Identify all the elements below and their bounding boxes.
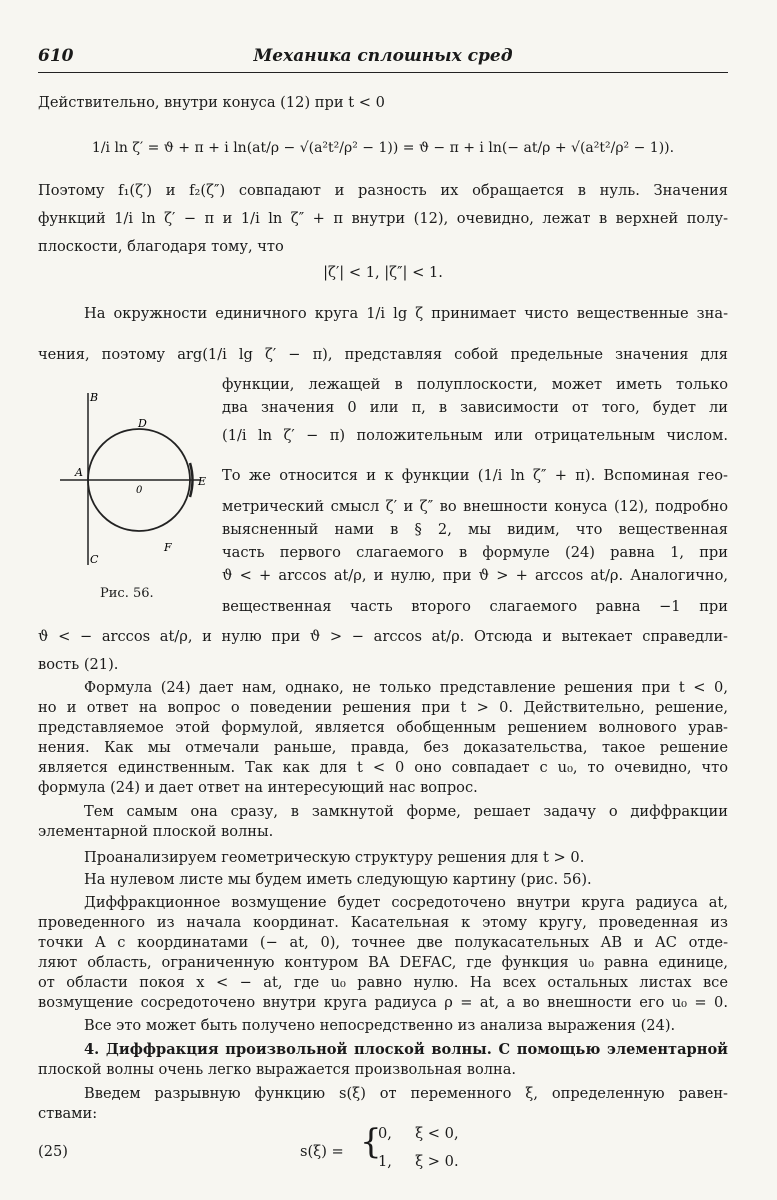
text-line: Диффракционное возмущение будет сосредоточено внутри круга радиуса at,	[84, 894, 728, 911]
running-header	[38, 46, 728, 73]
equation-number: (25)	[38, 1143, 68, 1160]
text-line: ϑ < + arccos at/ρ, и нулю, при ϑ > + arccos at/ρ. Аналогично,	[222, 567, 728, 584]
text-line: метрический смысл ζ′ и ζ″ во внешности конуса (12), подробно	[222, 498, 728, 515]
text-line: вещественная часть второго слагаемого равна −1 при	[222, 598, 728, 615]
text-line: проведенного из начала координат. Касательная к этому кругу, проведенная из	[38, 914, 728, 931]
text-line: нения. Как мы отмечали раньше, правда, без доказательства, такое решение	[38, 739, 728, 756]
text-line: функции, лежащей в полуплоскости, может иметь только	[222, 376, 728, 393]
text-line: является единственным. Так как для t < 0 оно совпадает с u₀, то очевидно, что	[38, 759, 728, 776]
text-line: Все это может быть получено непосредственно из анализа выражения (24).	[84, 1017, 676, 1034]
label-c: C	[90, 553, 99, 566]
text-line: часть первого слагаемого в формуле (24) равна 1, при	[222, 544, 728, 561]
equation: |ζ′| < 1, |ζ″| < 1.	[323, 264, 443, 281]
text-line: ϑ < − arccos at/ρ, и нулю при ϑ > − arccos at/ρ. Отсюда и вытекает справедли-	[38, 628, 728, 645]
label-origin: 0	[136, 485, 143, 496]
label-e: E	[198, 475, 207, 488]
label-d: D	[138, 417, 147, 430]
text-line: ляют область, ограниченную контуром BA DEFAC, где функция u₀ равна единице,	[38, 954, 728, 971]
label-a: A	[75, 466, 83, 479]
text-line: плоскости, благодаря тому, что	[38, 238, 284, 255]
text-line: чения, поэтому arg(1/i lg ζ′ − π), представляя собой предельные значения для	[38, 346, 728, 363]
text-line: Формула (24) дает нам, однако, не только представление решения при t < 0,	[84, 679, 728, 696]
text-line: Тем самым она сразу, в замкнутой форме, решает задачу о диффракции	[84, 803, 728, 820]
section-heading: 4. Диффракция произвольной плоской волны. С помощью элементарной	[84, 1041, 728, 1058]
equation-case-1: 0, ξ < 0,	[378, 1125, 459, 1142]
text-line: На окружности единичного круга 1/i lg ζ принимает чисто вещественные зна-	[84, 305, 728, 322]
text-line: Поэтому f₁(ζ′) и f₂(ζ″) совпадают и разность их обращается в нуль. Значения	[38, 182, 728, 199]
text-line: Действительно, внутри конуса (12) при t < 0	[38, 94, 385, 111]
text-line: два значения 0 или π, в зависимости от того, будет ли	[222, 399, 728, 416]
label-b: B	[90, 391, 99, 404]
text-line: точки A с координатами (− at, 0), точнее две полукасательных AB и AC отде-	[38, 934, 728, 951]
text-line: формула (24) и дает ответ на интересующий нас вопрос.	[38, 779, 478, 796]
text-line: но и ответ на вопрос о поведении решения при t > 0. Действительно, решение,	[38, 699, 728, 716]
text-line: То же относится и к функции (1/i ln ζ″ + π). Вспоминая гео-	[222, 467, 728, 484]
text-line: На нулевом листе мы будем иметь следующую картину (рис. 56).	[84, 871, 592, 888]
text-line: вость (21).	[38, 656, 119, 673]
text-line: представляемое этой формулой, является обобщенным решением волнового урав-	[38, 719, 728, 736]
text-line: функций 1/i ln ζ′ − π и 1/i ln ζ″ + π внутри (12), очевидно, лежат в верхней полу-	[38, 210, 728, 227]
equation: 1/i ln ζ′ = ϑ + π + i ln(at/ρ − √(a²t²/ρ² − 1)) = ϑ − π + i ln(− at/ρ + √(a²t²/ρ² − 1)).	[91, 140, 675, 156]
text-line: ствами:	[38, 1105, 98, 1122]
text-line: элементарной плоской волны.	[38, 823, 274, 840]
equation-lhs: s(ξ) =	[300, 1143, 344, 1160]
text-line: (1/i ln ζ′ − π) положительным или отрицательным числом.	[222, 427, 728, 444]
label-f: F	[164, 541, 172, 554]
text-line: выясненный нами в § 2, мы видим, что вещественная	[222, 521, 728, 538]
equation-case-2: 1, ξ > 0.	[378, 1153, 459, 1170]
brace: {	[360, 1122, 382, 1162]
page-number: 610	[38, 46, 74, 66]
text-line: Проанализируем геометрическую структуру решения для t > 0.	[84, 849, 585, 866]
figure-caption: Рис. 56.	[100, 586, 154, 601]
text-line: плоской волны очень легко выражается произвольная волна.	[38, 1061, 517, 1078]
text-line: от области покоя x < − at, где u₀ равно нулю. На всех остальных листах все	[38, 974, 728, 991]
text-line: возмущение сосредоточено внутри круга радиуса ρ = at, а во внешности его u₀ = 0.	[38, 994, 728, 1011]
running-title: Механика сплошных сред	[253, 46, 513, 66]
figure-56	[60, 385, 210, 575]
text-line: Введем разрывную функцию s(ξ) от переменного ξ, определенную равен-	[84, 1085, 728, 1102]
